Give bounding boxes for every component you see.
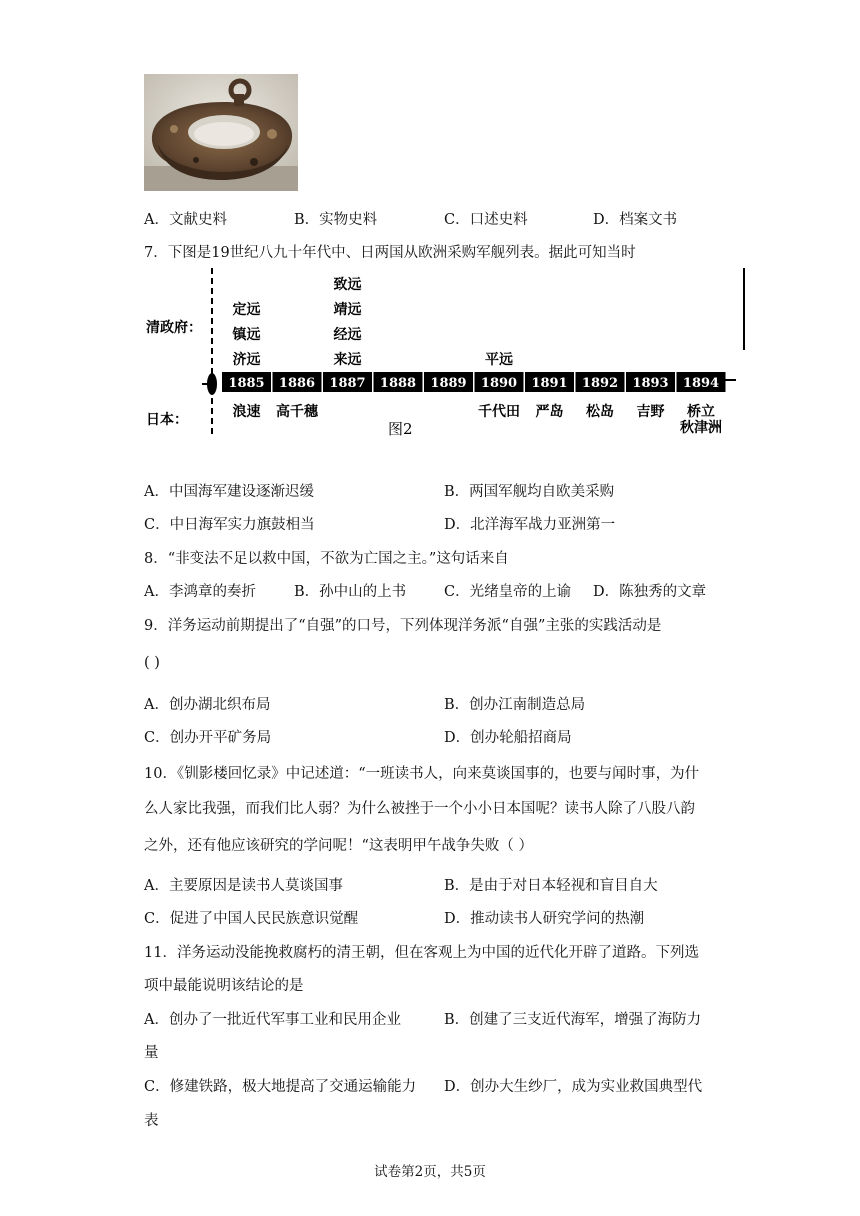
q8-option-c: C．光绪皇帝的上谕 (444, 584, 572, 600)
q9-stem: 9．洋务运动前期提出了“自强”的口号，下列体现洋务派“自强”主张的实践活动是 (144, 618, 662, 634)
qing-ship-name: 靖远 (333, 302, 362, 318)
qing-ship-name: 经远 (333, 327, 362, 343)
japan-ship-name: 千代田 (478, 404, 520, 420)
figure-label-japan: 日本： (146, 412, 188, 428)
q7-option-c: C．中日海军实力旗鼓相当 (144, 517, 315, 533)
q8-stem: 8．“非变法不足以救中国，不欲为亡国之主。”这句话来自 (144, 551, 509, 567)
timeline-year-label: 1886 (278, 376, 316, 391)
qing-ship-name: 定远 (232, 302, 261, 318)
q11-option-d: D．创办大生纱厂，成为实业救国典型代 (444, 1079, 703, 1095)
timeline-year-label: 1888 (379, 376, 417, 391)
q11-option-b-cont: 量 (144, 1045, 159, 1061)
q11-option-d-cont: 表 (144, 1113, 159, 1129)
q10-stem-line1: 10．《钏影楼回忆录》中记述道：“一班读书人，向来莫谈国事的，也要与闻时事，为什 (144, 766, 700, 782)
q10-option-b: B．是由于对日本轻视和盲目自大 (444, 878, 658, 894)
qing-ship-name: 济远 (232, 352, 261, 368)
q10-stem-line2: 么人家比我强，而我们比人弱？为什么被挫于一个小小日本国呢？读书人除了八股八韵 (144, 801, 695, 817)
q7-option-a: A．中国海军建设逐渐迟缓 (144, 484, 314, 500)
q6-option-c: C．口述史料 (444, 212, 528, 228)
qing-ship-name: 来远 (333, 352, 362, 368)
warship-timeline-figure (144, 262, 748, 442)
timeline-year-label: 1892 (581, 376, 619, 391)
figure-label-qing: 清政府： (146, 320, 202, 336)
japan-ship-name: 松岛 (586, 404, 614, 420)
q8-option-d: D．陈独秀的文章 (593, 584, 707, 600)
q11-option-c: C．修建铁路，极大地提高了交通运输能力 (144, 1079, 417, 1095)
timeline-year-label: 1890 (480, 376, 518, 391)
q7-option-d: D．北洋海军战力亚洲第一 (444, 517, 616, 533)
q9-option-a: A．创办湖北织布局 (144, 697, 271, 713)
japan-ship-name: 严岛 (535, 404, 564, 420)
japan-ship-name: 浪速 (232, 404, 261, 420)
page-footer: 试卷第2页，共5页 (374, 1164, 486, 1180)
q6-option-a: A．文献史料 (144, 212, 227, 228)
timeline-year-label: 1893 (632, 376, 669, 391)
q6-option-d: D．档案文书 (593, 212, 678, 228)
figure-caption: 图2 (388, 420, 413, 438)
q8-option-b: B．孙中山的上书 (294, 584, 407, 600)
qing-ship-name: 镇远 (232, 327, 261, 343)
q10-option-c: C．促进了中国人民民族意识觉醒 (144, 911, 359, 927)
q9-option-c: C．创办开平矿务局 (144, 730, 272, 746)
timeline-year-label: 1887 (329, 376, 366, 391)
timeline-year-label: 1889 (430, 376, 467, 391)
q11-stem-line2: 项中最能说明该结论的是 (144, 978, 304, 994)
q11-option-a: A．创办了一批近代军事工业和民用企业 (144, 1012, 401, 1028)
q9-option-b: B．创办江南制造总局 (444, 697, 586, 713)
timeline-year-label: 1891 (531, 376, 568, 391)
japan-ship-name: 高千穗 (276, 404, 318, 420)
japan-ship-name: 桥立 (687, 404, 715, 420)
q6-option-b: B．实物史料 (294, 212, 378, 228)
q7-stem: 7．下图是19世纪八九十年代中、日两国从欧洲采购军舰列表。据此可知当时 (144, 245, 636, 261)
japan-ship-name: 秋津洲 (680, 420, 722, 436)
timeline-year-label: 1894 (682, 376, 720, 391)
q7-option-b: B．两国军舰均自欧美采购 (444, 484, 615, 500)
q10-option-d: D．推动读书人研究学问的热潮 (444, 911, 645, 927)
japan-ship-name: 吉野 (636, 404, 665, 420)
q10-stem-line3: 之外，还有他应该研究的学问呢！“这表明甲午战争失败（ ） (144, 838, 534, 854)
q10-option-a: A．主要原因是读书人莫谈国事 (144, 878, 343, 894)
q11-option-b: B．创建了三支近代海军，增强了海防力 (444, 1012, 702, 1028)
artifact-photo (144, 74, 298, 191)
q9-answer-paren: ( ) (144, 655, 160, 671)
qing-ship-name: 致远 (333, 277, 362, 293)
q9-option-d: D．创办轮船招商局 (444, 730, 572, 746)
qing-ship-name: 平远 (485, 352, 513, 368)
timeline-year-label: 1885 (228, 376, 265, 391)
q11-stem-line1: 11．洋务运动没能挽救腐朽的清王朝，但在客观上为中国的近代化开辟了道路。下列选 (144, 945, 699, 961)
q8-option-a: A．李鸿章的奏折 (144, 584, 256, 600)
